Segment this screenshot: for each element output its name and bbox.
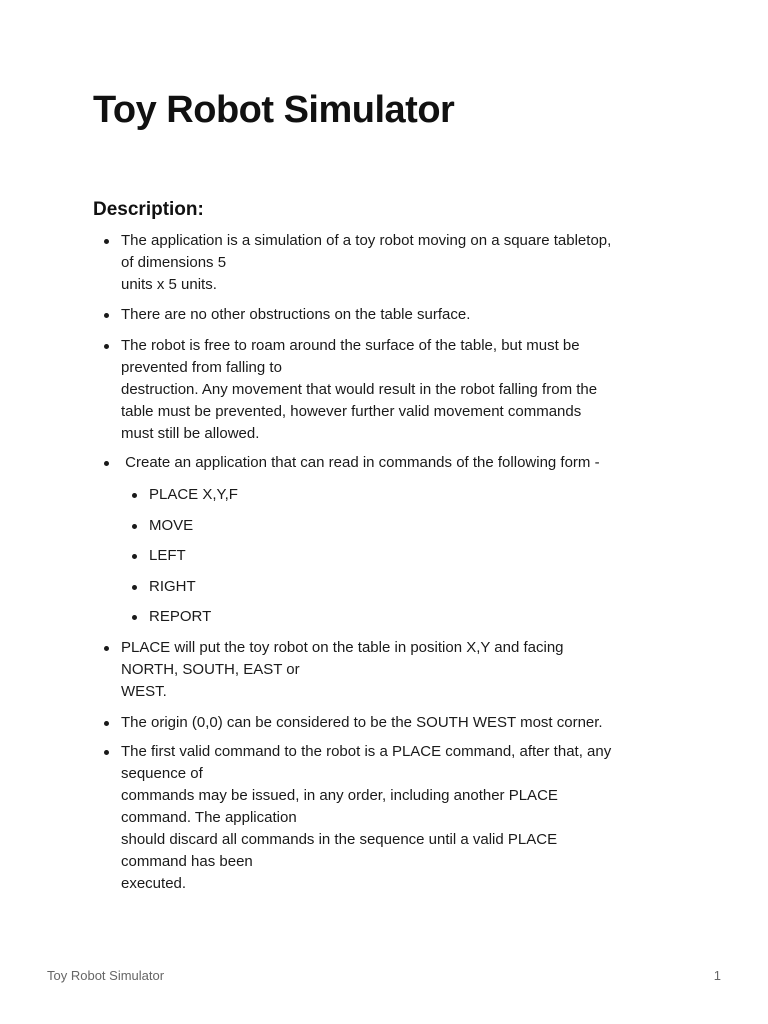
list-item-line: The robot is free to roam around the surface of the table, but must be (121, 337, 580, 354)
list-item-line: WEST. (121, 683, 167, 700)
list-item-line: table must be prevented, however further valid movement commands (121, 403, 582, 420)
list-item-line: prevented from falling to (121, 359, 282, 376)
command-label: LEFT (149, 547, 186, 564)
list-item-line: The origin (0,0) can be considered to be the SOUTH WEST most corner. (121, 714, 603, 731)
list-item (121, 452, 691, 474)
page-title: Toy Robot Simulator (93, 89, 455, 131)
list-item-line: Create an application that can read in commands of the following form - (121, 454, 600, 471)
list-item (121, 712, 691, 734)
command-label: PLACE X,Y,F (149, 486, 238, 503)
list-item (121, 304, 691, 326)
command-item (149, 484, 689, 506)
list-item-line: The first valid command to the robot is a PLACE command, after that, any (121, 743, 612, 760)
command-item (149, 576, 689, 598)
list-item (121, 335, 691, 445)
list-item-line: commands may be issued, in any order, including another PLACE (121, 787, 558, 804)
list-item-line: must still be allowed. (121, 425, 260, 442)
page-number: 1 (713, 968, 721, 983)
section-heading-description: Description: (93, 199, 204, 220)
list-item-line: The application is a simulation of a toy robot moving on a square tabletop, (121, 232, 612, 249)
list-item-line: command. The application (121, 809, 297, 826)
list-item (121, 741, 691, 895)
list-item-line: executed. (121, 875, 187, 892)
list-item-line: of dimensions 5 (121, 254, 227, 271)
command-item (149, 545, 689, 567)
list-item-line: sequence of (121, 765, 203, 782)
command-label: MOVE (149, 517, 194, 534)
list-item-line: NORTH, SOUTH, EAST or (121, 661, 300, 678)
list-item-line: There are no other obstructions on the table surface. (121, 306, 471, 323)
list-item (121, 637, 691, 703)
command-item (149, 515, 689, 537)
list-item-line: PLACE will put the toy robot on the table in position X,Y and facing (121, 639, 564, 656)
list-item-line: should discard all commands in the sequence until a valid PLACE (121, 831, 558, 848)
list-item (121, 230, 691, 296)
command-label: RIGHT (149, 578, 196, 595)
list-item-line: destruction. Any movement that would result in the robot falling from the (121, 381, 598, 398)
command-item (149, 606, 689, 628)
footer-title: Toy Robot Simulator (47, 968, 165, 983)
command-label: REPORT (149, 608, 212, 625)
list-item-line: units x 5 units. (121, 276, 217, 293)
list-item-line: command has been (121, 853, 253, 870)
